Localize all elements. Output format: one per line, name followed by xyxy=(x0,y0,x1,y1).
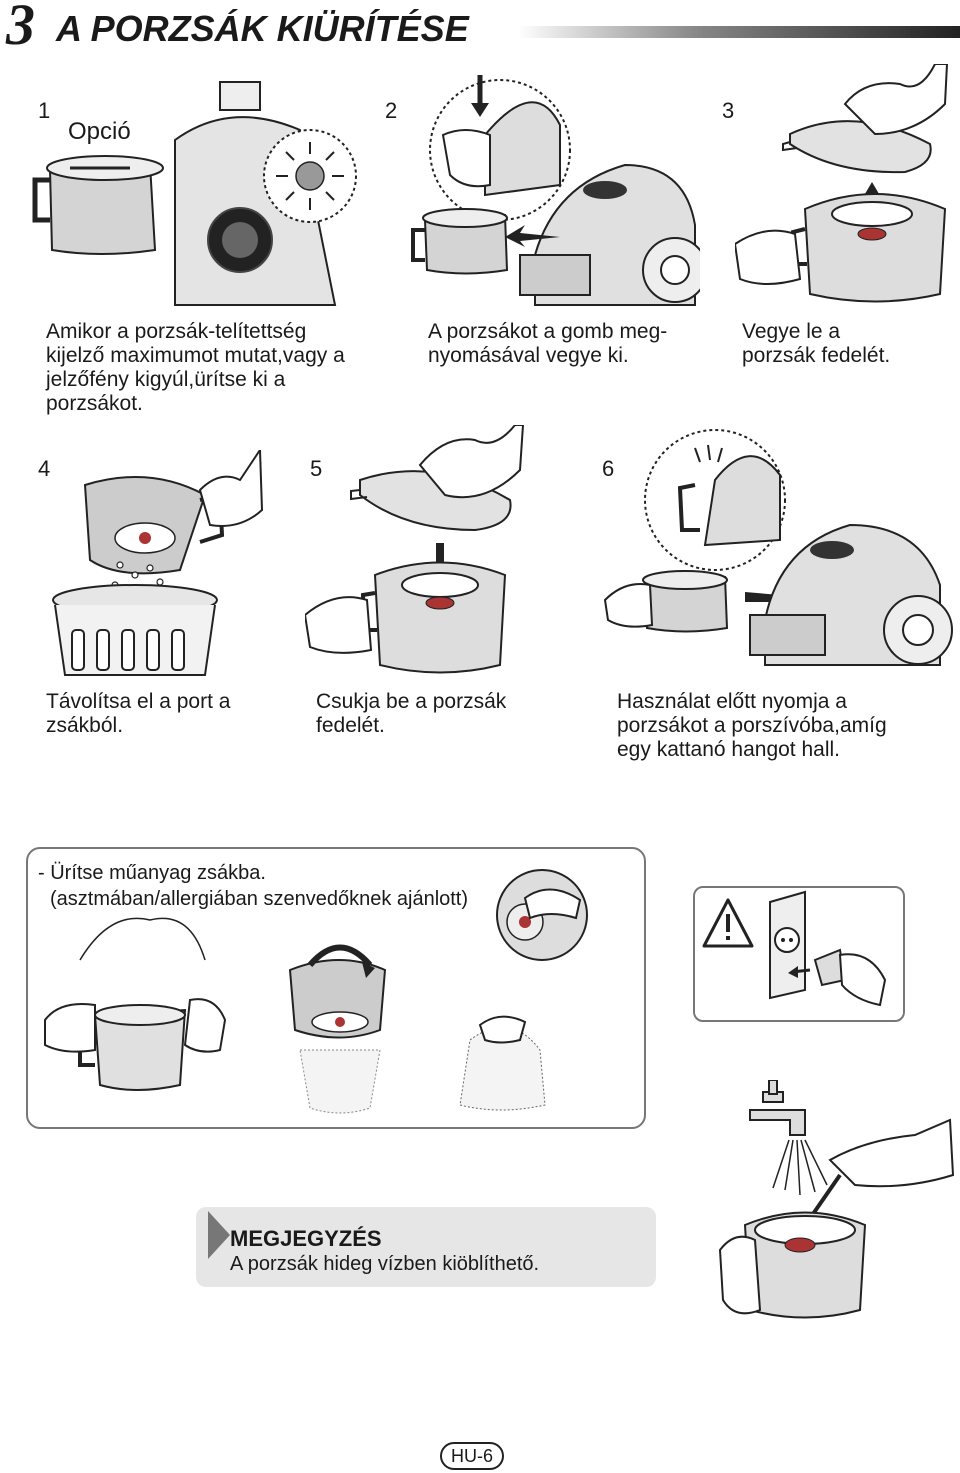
step-4-caption: Távolítsa el a port a zsákból. xyxy=(46,690,231,737)
step-1-option-label: Opció xyxy=(68,118,131,145)
removed-dustbin-icon xyxy=(413,209,507,274)
wall-socket-icon xyxy=(770,892,805,998)
step-1-number: 1 xyxy=(38,98,51,123)
note-text: A porzsák hideg vízben kiöblíthető. xyxy=(230,1253,540,1275)
inverted-dustbin-bag-icon xyxy=(290,948,385,1114)
open-dustbin-icon xyxy=(793,194,945,302)
page-title: A PORZSÁK KIÜRÍTÉSE xyxy=(56,8,469,49)
step-6-number: 6 xyxy=(602,456,615,481)
header-gradient-bar xyxy=(518,26,960,38)
step-4-illustration xyxy=(50,450,265,680)
dustbin-closeup-icon xyxy=(645,430,785,570)
dustbin-icon xyxy=(35,156,163,254)
step-1-illustration xyxy=(30,60,370,310)
dustbin-in-bag-icon xyxy=(45,918,225,1090)
dustbin-rinse-icon xyxy=(720,1213,865,1318)
step-5-illustration xyxy=(305,425,525,680)
step-6-illustration xyxy=(600,420,960,675)
plastic-bag-illustration xyxy=(40,850,630,1120)
water-stream-icon xyxy=(773,1140,827,1195)
page-number: HU-6 xyxy=(440,1442,504,1470)
step-6-caption: Használat előtt nyomja a porzsákot a porszívóba,amíg egy kattanó hangot hall. xyxy=(617,690,887,761)
trash-can-icon xyxy=(53,585,217,675)
unplug-illustration xyxy=(700,890,900,1020)
step-1-caption: Amikor a porzsák-telítettség kijelző maximumot mutat,vagy a jelzőfény kigyúl,ürítse ki a porzsákot. xyxy=(46,320,345,415)
water-tap-icon xyxy=(750,1080,805,1135)
rinse-illustration xyxy=(715,1080,955,1350)
note-title: MEGJEGYZÉS xyxy=(230,1226,382,1251)
hand-icon xyxy=(305,597,371,653)
step-5-caption: Csukja be a porzsák fedelét. xyxy=(316,690,507,737)
note-marker-icon xyxy=(208,1211,230,1259)
step-2-caption: A porzsákot a gomb meg- nyomásával vegye ki. xyxy=(428,320,668,367)
vacuum-cleaner-icon xyxy=(750,525,952,665)
plastic-bag-instructions: - Ürítse műanyag zsákba. (asztmában/allergiában szenvedőknek ajánlott) xyxy=(38,862,469,910)
warning-triangle-icon xyxy=(704,900,752,946)
indicator-light-icon xyxy=(264,130,356,222)
step-5-number: 5 xyxy=(310,456,323,481)
open-dustbin-icon xyxy=(363,563,505,673)
step-3-illustration xyxy=(735,64,950,309)
section-number: 3 xyxy=(6,0,35,57)
step-2-illustration xyxy=(395,65,700,310)
hand-icon xyxy=(735,231,800,284)
tied-bag-icon xyxy=(460,870,587,1110)
hand-icon xyxy=(200,450,262,526)
step-3-number: 3 xyxy=(722,98,735,123)
step-4-number: 4 xyxy=(38,456,51,481)
step-2-number: 2 xyxy=(385,98,398,123)
hand-icon xyxy=(605,584,652,627)
step-3-caption: Vegye le a porzsák fedelét. xyxy=(742,320,891,367)
